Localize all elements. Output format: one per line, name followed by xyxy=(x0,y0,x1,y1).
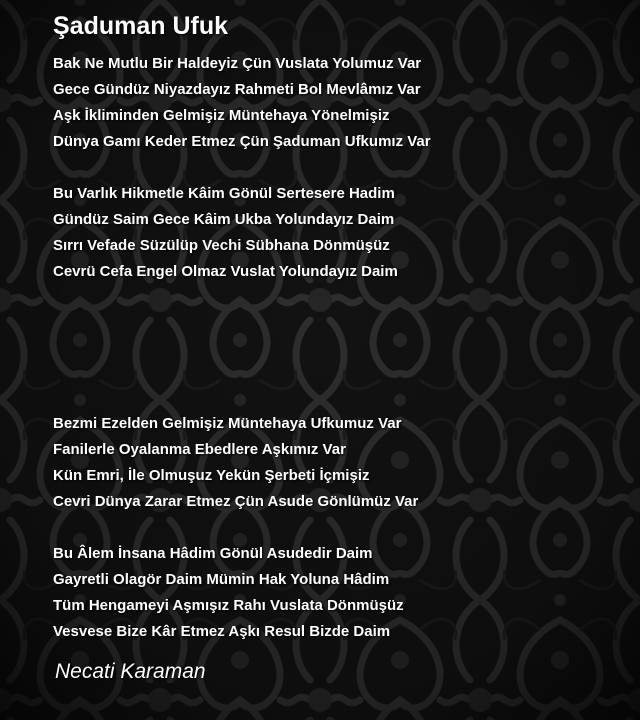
stanza-4 xyxy=(53,541,623,645)
stanza-2 xyxy=(53,181,623,285)
poem-line: Cevri Dünya Zarar Etmez Çün Asude Gönlümüz Var xyxy=(53,493,419,510)
poem-line: Bu Âlem İnsana Hâdim Gönül Asudedir Daim xyxy=(53,545,373,562)
poem-line: Cevrü Cefa Engel Olmaz Vuslat Yolundayız Daim xyxy=(53,263,398,280)
stanza-3 xyxy=(53,411,623,515)
poem-line: Dünya Gamı Keder Etmez Çün Şaduman Ufkumız Var xyxy=(53,133,431,150)
poem-line: Bezmi Ezelden Gelmişiz Müntehaya Ufkumuz Var xyxy=(53,415,402,432)
poem-line: Gündüz Saim Gece Kâim Ukba Yolundayız Daim xyxy=(53,211,395,228)
poem-line: Bak Ne Mutlu Bir Haldeyiz Çün Vuslata Yolumuz Var xyxy=(53,55,422,72)
poem-line: Gece Gündüz Niyazdayız Rahmeti Bol Mevlâmız Var xyxy=(53,81,421,98)
stanza-1 xyxy=(53,51,623,155)
poem-line: Tüm Hengameyi Aşmışız Rahı Vuslata Dönmüşüz xyxy=(53,597,404,614)
poem-line: Fanilerle Oyalanma Ebedlere Aşkımız Var xyxy=(53,441,346,458)
poem-line: Gayretli Olagör Daim Mümin Hak Yoluna Hâdim xyxy=(53,571,390,588)
poem-line: Aşk İkliminden Gelmişiz Müntehaya Yönelmişiz xyxy=(53,107,390,124)
poem-line: Kün Emri, İle Olmuşuz Yekün Şerbeti İçmişiz xyxy=(53,467,370,484)
poem-title: Şaduman Ufuk xyxy=(53,12,229,40)
poem-line: Bu Varlık Hikmetle Kâim Gönül Sertesere Hadim xyxy=(53,185,395,202)
poem-line: Vesvese Bize Kâr Etmez Aşkı Resul Bizde Daim xyxy=(53,623,391,640)
poem-author: Necati Karaman xyxy=(55,660,206,683)
poem-line: Sırrı Vefade Süzülüp Vechi Sübhana Dönmüşüz xyxy=(53,237,390,254)
